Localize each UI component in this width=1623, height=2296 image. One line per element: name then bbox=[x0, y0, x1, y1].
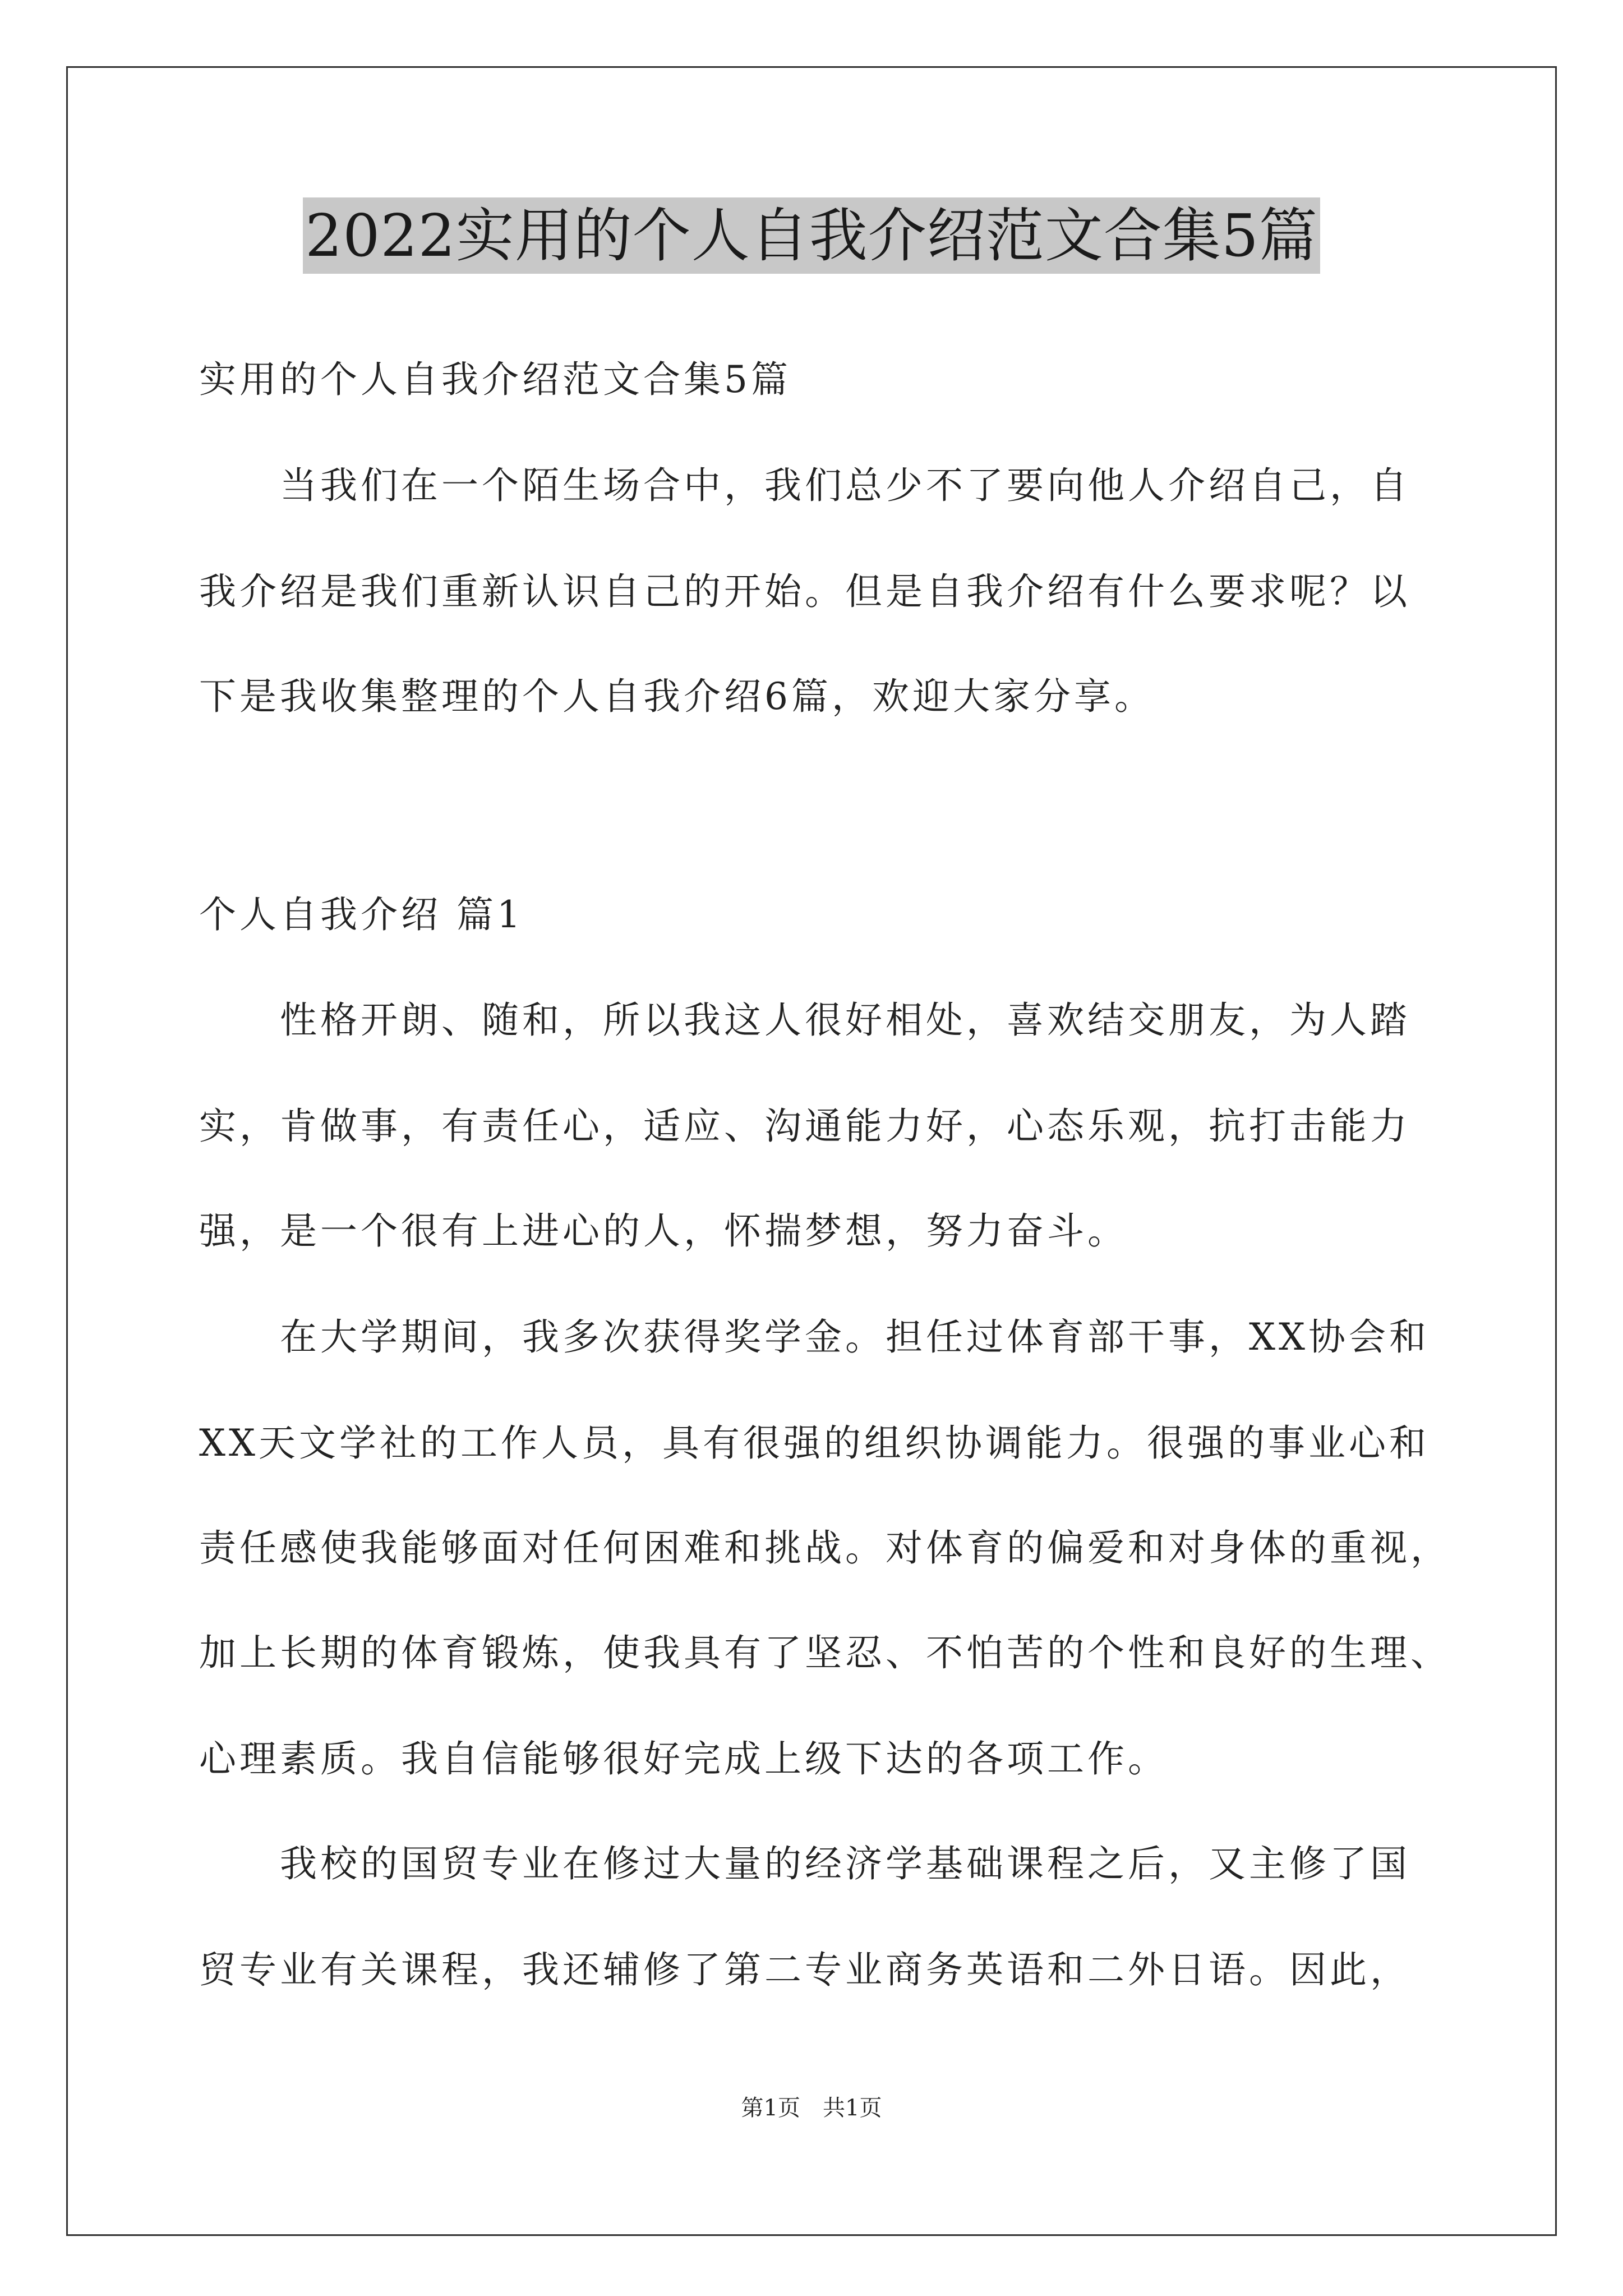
paragraph-line: 加上长期的体育锻炼，使我具有了坚忍、不怕苦的个性和良好的生理、 bbox=[199, 1631, 1451, 1674]
title-container bbox=[0, 197, 1623, 274]
document-title: 2022实用的个人自我介绍范文合集5篇 bbox=[303, 197, 1320, 274]
paragraph-line: 强，是一个很有上进心的人，怀揣梦想，努力奋斗。 bbox=[199, 1209, 1128, 1253]
section-heading: 个人自我介绍 篇1 bbox=[199, 893, 524, 936]
intro-line: 我介绍是我们重新认识自己的开始。但是自我介绍有什么要求呢？以 bbox=[199, 570, 1410, 613]
paragraph-line: 在大学期间，我多次获得奖学金。担任过体育部干事，XX协会和 bbox=[199, 1315, 1430, 1359]
paragraph-line: 责任感使我能够面对任何困难和挑战。对体育的偏爱和对身体的重视， bbox=[199, 1526, 1451, 1570]
paragraph-line: 心理素质。我自信能够很好完成上级下达的各项工作。 bbox=[199, 1737, 1168, 1780]
paragraph-line: 实，肯做事，有责任心，适应、沟通能力好，心态乐观，抗打击能力 bbox=[199, 1105, 1410, 1148]
paragraph-line: 我校的国贸专业在修过大量的经济学基础课程之后，又主修了国 bbox=[199, 1842, 1410, 1885]
paragraph-line: XX天文学社的工作人员，具有很强的组织协调能力。很强的事业心和 bbox=[199, 1421, 1430, 1465]
intro-line: 当我们在一个陌生场合中，我们总少不了要向他人介绍自己，自 bbox=[199, 464, 1410, 507]
document-subtitle: 实用的个人自我介绍范文合集5篇 bbox=[199, 358, 791, 401]
page-footer: 第1页 共1页 bbox=[741, 2095, 882, 2121]
paragraph-line: 性格开朗、随和，所以我这人很好相处，喜欢结交朋友，为人踏 bbox=[199, 999, 1410, 1042]
paragraph-line: 贸专业有关课程，我还辅修了第二专业商务英语和二外日语。因此， bbox=[199, 1948, 1410, 1991]
intro-line: 下是我收集整理的个人自我介绍6篇，欢迎大家分享。 bbox=[199, 675, 1155, 718]
